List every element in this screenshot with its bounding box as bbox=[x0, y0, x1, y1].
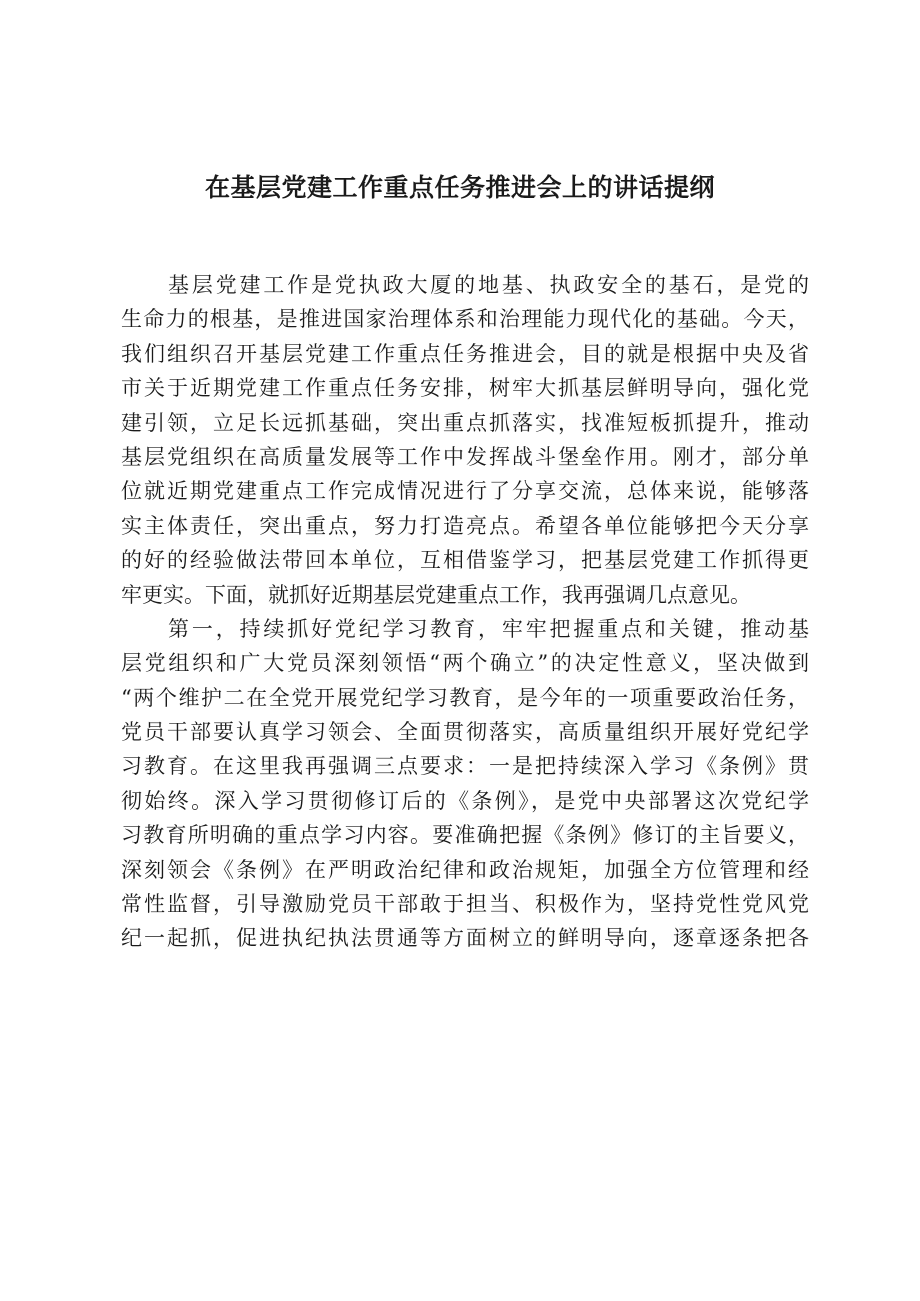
paragraph-line: 习教育。在这里我再强调三点要求：一是把持续深入学习《条例》贯 bbox=[121, 754, 809, 779]
paragraph-line: 牢更实。下面，就抓好近期基层党建重点工作，我再强调几点意见。 bbox=[121, 582, 751, 607]
paragraph-line: 我们组织召开基层党建工作重点任务推进会，目的就是根据中央及省 bbox=[121, 341, 809, 366]
paragraph-line: 实主体责任，突出重点，努力打造亮点。希望各单位能够把今天分享 bbox=[121, 513, 809, 538]
paragraph-line: 彻始终。深入学习贯彻修订后的《条例》，是党中央部署这次党纪学 bbox=[121, 788, 809, 813]
document-body bbox=[121, 268, 809, 956]
paragraph-line: 市关于近期党建工作重点任务安排，树牢大抓基层鲜明导向，强化党 bbox=[121, 376, 809, 401]
paragraph-line: 位就近期党建重点工作完成情况进行了分享交流，总体来说，能够落 bbox=[121, 479, 809, 504]
paragraph-line: 第一，持续抓好党纪学习教育，牢牢把握重点和关键，推动基 bbox=[168, 616, 809, 641]
paragraph-line: 基层党组织在高质量发展等工作中发挥战斗堡垒作用。刚才，部分单 bbox=[121, 444, 809, 469]
paragraph-line: 纪一起抓，促进执纪执法贯通等方面树立的鲜明导向，逐章逐条把各 bbox=[121, 926, 809, 951]
paragraph-line: 基层党建工作是党执政大厦的地基、执政安全的基石，是党的 bbox=[168, 273, 809, 297]
paragraph-line: 建引领，立足长远抓基础，突出重点抓落实，找准短板抓提升，推动 bbox=[121, 410, 809, 435]
paragraph-line: 层党组织和广大党员深刻领悟“两个确立”的决定性意义，坚决做到 bbox=[121, 651, 809, 676]
paragraph-line: 的好的经验做法带回本单位，互相借鉴学习，把基层党建工作抓得更 bbox=[121, 548, 809, 573]
paragraph-line: “两个维护二在全党开展党纪学习教育，是今年的一项重要政治任务， bbox=[121, 685, 809, 710]
document-title: 在基层党建工作重点任务推进会上的讲话提纲 bbox=[204, 173, 715, 202]
paragraph-line: 生命力的根基，是推进国家治理体系和治理能力现代化的基础。今天， bbox=[121, 307, 809, 332]
paragraph-line: 深刻领会《条例》在严明政治纪律和政治规矩，加强全方位管理和经 bbox=[121, 857, 809, 882]
paragraph-line: 习教育所明确的重点学习内容。要准确把握《条例》修订的主旨要义， bbox=[121, 823, 809, 848]
paragraph-line: 常性监督，引导激励党员干部敢于担当、积极作为，坚持党性党风党 bbox=[121, 892, 809, 917]
paragraph-line: 党员干部要认真学习领会、全面贯彻落实，高质量组织开展好党纪学 bbox=[121, 720, 809, 745]
